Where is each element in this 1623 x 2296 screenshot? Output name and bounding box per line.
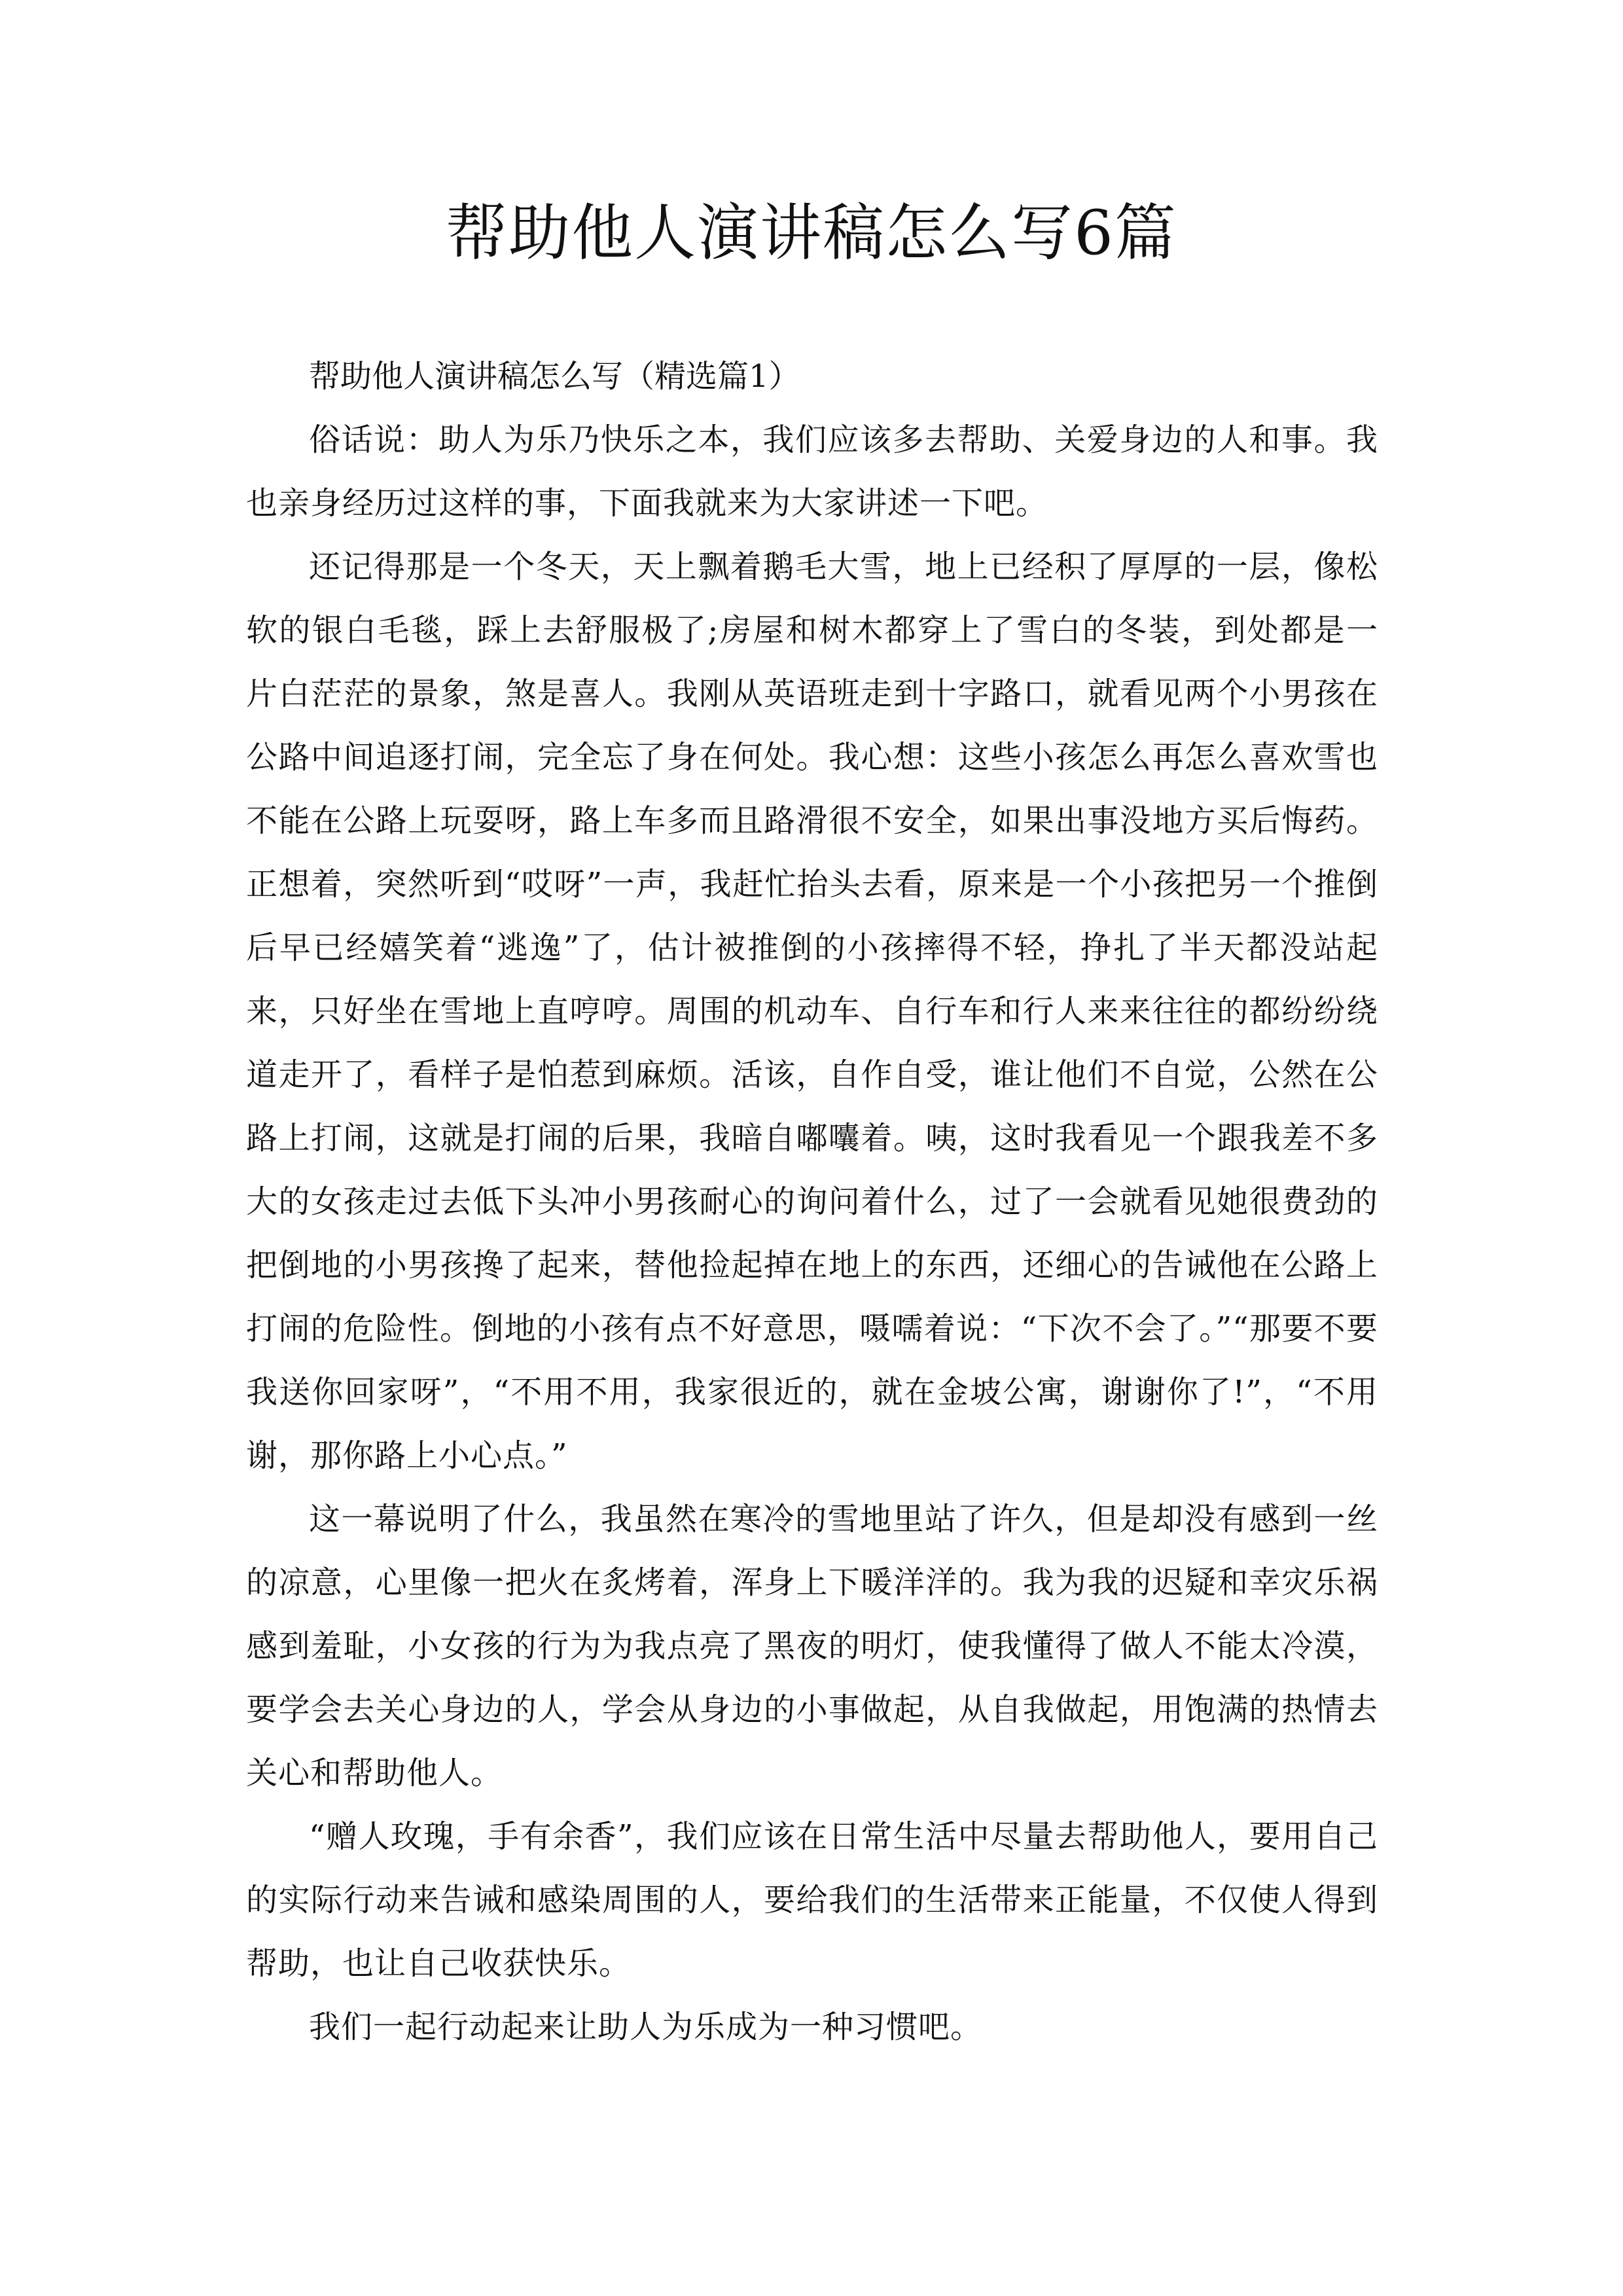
document-title: 帮助他人演讲稿怎么写6篇: [446, 198, 1177, 269]
paragraph: “赠人玫瑰，手有余香”，我们应该在日常生活中尽量去帮助他人，要用自己的实际行动来告诫和感染周围的人，要给我们的生活带来正能量，不仅使人得到帮助，也让自己收获快乐。: [246, 1818, 1378, 1982]
document-body: [246, 345, 1378, 2059]
section-heading: 帮助他人演讲稿怎么写（精选篇1）: [309, 358, 800, 395]
paragraph: 还记得那是一个冬天，天上飘着鹅毛大雪，地上已经积了厚厚的一层，像松软的银白毛毯，踩上去舒服极了;房屋和树木都穿上了雪白的冬装，到处都是一片白茫茫的景象，煞是喜人。我刚从英语班走到十字路口，就看见两个小男孩在公路中间追逐打闹，完全忘了身在何处。我心想：这些小孩怎么再怎么喜欢雪也不能在公路上玩耍呀，路上车多而且路滑很不安全，如果出事没地方买后悔药。正想着，突然听到“哎呀”一声，我赶忙抬头去看，原来是一个小孩把另一个推倒后早已经嬉笑着“逃逸”了，估计被推倒的小孩摔得不轻，挣扎了半天都没站起来，只好坐在雪地上直哼哼。周围的机动车、自行车和行人来来往往的都纷纷绕道走开了，看样子是怕惹到麻烦。活该，自作自受，谁让他们不自觉，公然在公路上打闹，这就是打闹的后果，我暗自嘟囔着。咦，这时我看见一个跟我差不多大的女孩走过去低下头冲小男孩耐心的询问着什么，过了一会就看见她很费劲的把倒地的小男孩搀了起来，替他捡起掉在地上的东西，还细心的告诫他在公路上打闹的危险性。倒地的小孩有点不好意思，嗫嚅着说：“下次不会了。”“那要不要我送你回家呀”，“不用不用，我家很近的，就在金坡公寓，谢谢你了!”，“不用谢，那你路上小心点。”: [246, 548, 1378, 1474]
paragraph: 我们一起行动起来让助人为乐成为一种习惯吧。: [309, 2009, 983, 2045]
paragraph: 俗话说：助人为乐乃快乐之本，我们应该多去帮助、关爱身边的人和事。我也亲身经历过这样的事，下面我就来为大家讲述一下吧。: [246, 422, 1378, 522]
paragraph: 这一幕说明了什么，我虽然在寒冷的雪地里站了许久，但是却没有感到一丝的凉意，心里像一把火在炙烤着，浑身上下暖洋洋的。我为我的迟疑和幸灾乐祸感到羞耻，小女孩的行为为我点亮了黑夜的明灯，使我懂得了做人不能太冷漠，要学会去关心身边的人，学会从身边的小事做起，从自我做起，用饱满的热情去关心和帮助他人。: [246, 1501, 1378, 1791]
